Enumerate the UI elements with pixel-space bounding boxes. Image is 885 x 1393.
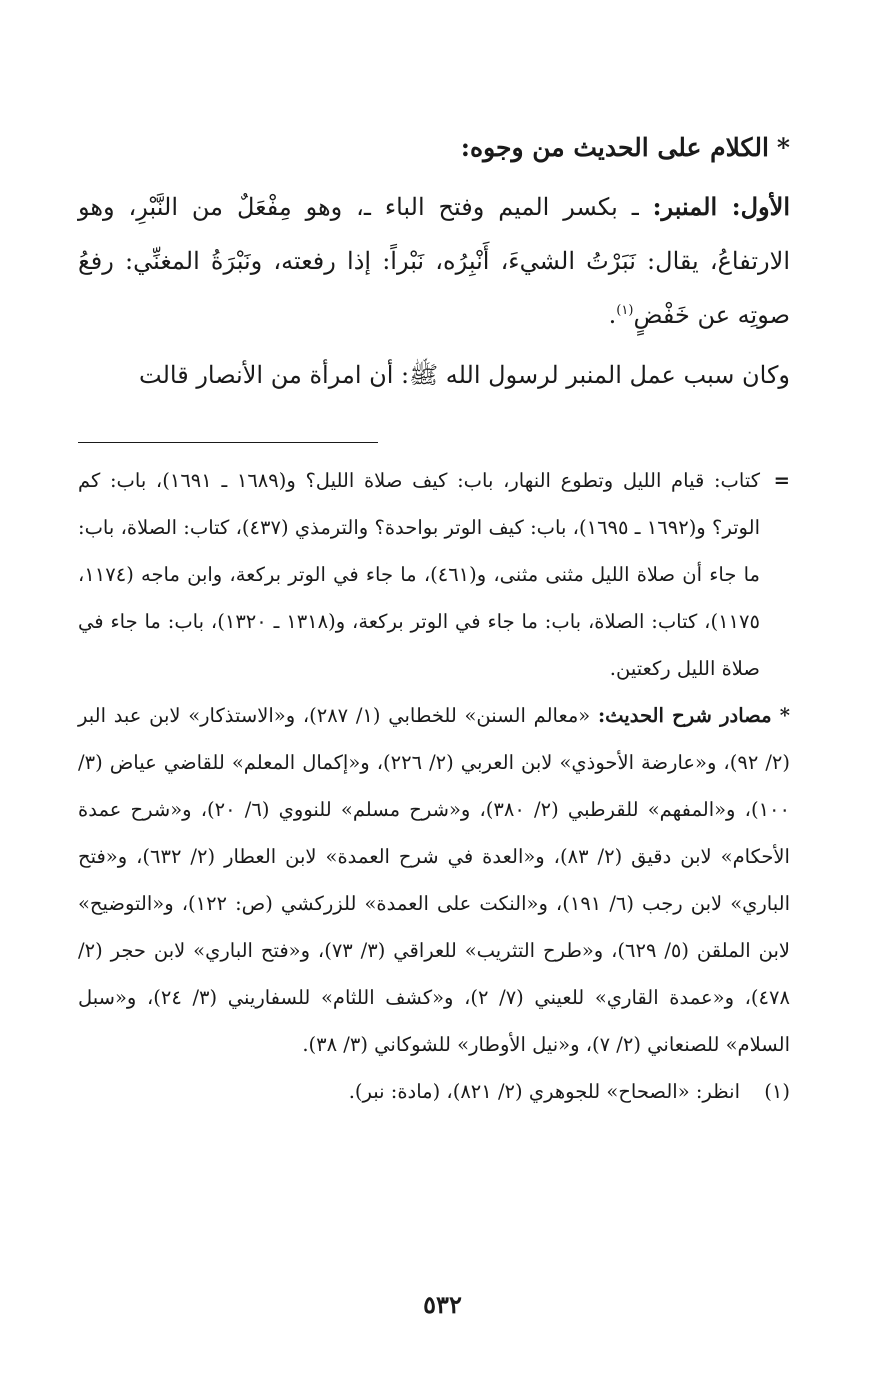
book-page xyxy=(78,120,790,1380)
continuation-marker: = xyxy=(773,469,790,492)
footnote-divider xyxy=(78,442,378,443)
footnote-number: (١) xyxy=(764,1080,790,1103)
footnote-text: انظر: «الصحاح» للجوهري (٢/ ٨٢١)، (مادة: نبر). xyxy=(348,1080,740,1103)
main-paragraph-2: وكان سبب عمل المنبر لرسول الله ﷺ: أن امرأة من الأنصار قالت xyxy=(139,361,790,389)
page-number: ٥٣٢ xyxy=(423,1290,462,1319)
main-paragraph-1 xyxy=(78,180,790,342)
section-heading xyxy=(78,120,790,176)
paragraph-label: الأول: المنبر: xyxy=(652,192,790,221)
sources-label: * مصادر شرح الحديث: xyxy=(597,704,791,727)
sources-paragraph xyxy=(78,692,790,1068)
paragraph-text: ـ بكسر الميم وفتح الباء ـ، وهو مِفْعَلٌ من النَّبْرِ، وهو الارتفاعُ، يقال: نَبَرْتُ الشيءَ، أَنْبِرُه، نَبْراً: إذا رفعته، ونَبْرَةُ المغنِّي: رفعُ صوتِه عن خَفْضٍ xyxy=(78,193,790,329)
footnote-1 xyxy=(78,1068,790,1115)
heading-star: * xyxy=(776,133,790,162)
footnote-continuation xyxy=(78,457,790,692)
sources-text: «معالم السنن» للخطابي (١/ ٢٨٧)، و«الاستذكار» لابن عبد البر (٢/ ٩٢)، و«عارضة الأحوذي» لابن العربي (٢/ ٢٢٦)، و«إكمال المعلم» للقاضي عياض (٣/ ١٠٠)، و«المفهم» للقرطبي (٢/ ٣٨٠)، و«شرح مسلم» للنووي (٦/ ٢٠)، و«شرح عمدة الأحكام» لابن دقيق (٢/ ٨٣)، و«العدة في شرح العمدة» لابن العطار (٢/ ٦٣٢)، و«فتح الباري» لابن رجب (٦/ ١٩١)، و«النكت على العمدة» للزركشي (ص: ١٢٢)، و«التوضيح» لابن الملقن (٥/ ٦٢٩)، و«طرح التثريب» للعراقي (٣/ ٧٣)، و«فتح الباري» لابن حجر (٢/ ٤٧٨)، و«عمدة القاري» للعيني (٧/ ٢)، و«كشف اللثام» للسفاريني (٣/ ٢٤)، و«سبل السلام» للصنعاني (٢/ ٧)، و«نيل الأوطار» للشوكاني (٣/ ٣٨). xyxy=(78,704,791,1056)
continuation-text: كتاب: قيام الليل وتطوع النهار، باب: كيف صلاة الليل؟ و(١٦٨٩ ـ ١٦٩١)، باب: كم الوتر؟ و(١٦٩٢ ـ ١٦٩٥)، باب: كيف الوتر بواحدة؟ والترمذي (٤٣٧)، كتاب: الصلاة، باب: ما جاء أن صلاة الليل مثنى مثنى، و(٤٦١)، ما جاء في الوتر بركعة، وابن ماجه (١١٧٤، ١١٧٥)، كتاب: الصلاة، باب: ما جاء في الوتر بركعة، و(١٣١٨ ـ ١٣٢٠)، باب: ما جاء في صلاة الليل ركعتين. xyxy=(78,469,761,680)
heading-text: الكلام على الحديث من وجوه: xyxy=(460,133,769,162)
footnote-reference: (١) xyxy=(616,303,634,318)
paragraph-end: . xyxy=(608,301,617,329)
